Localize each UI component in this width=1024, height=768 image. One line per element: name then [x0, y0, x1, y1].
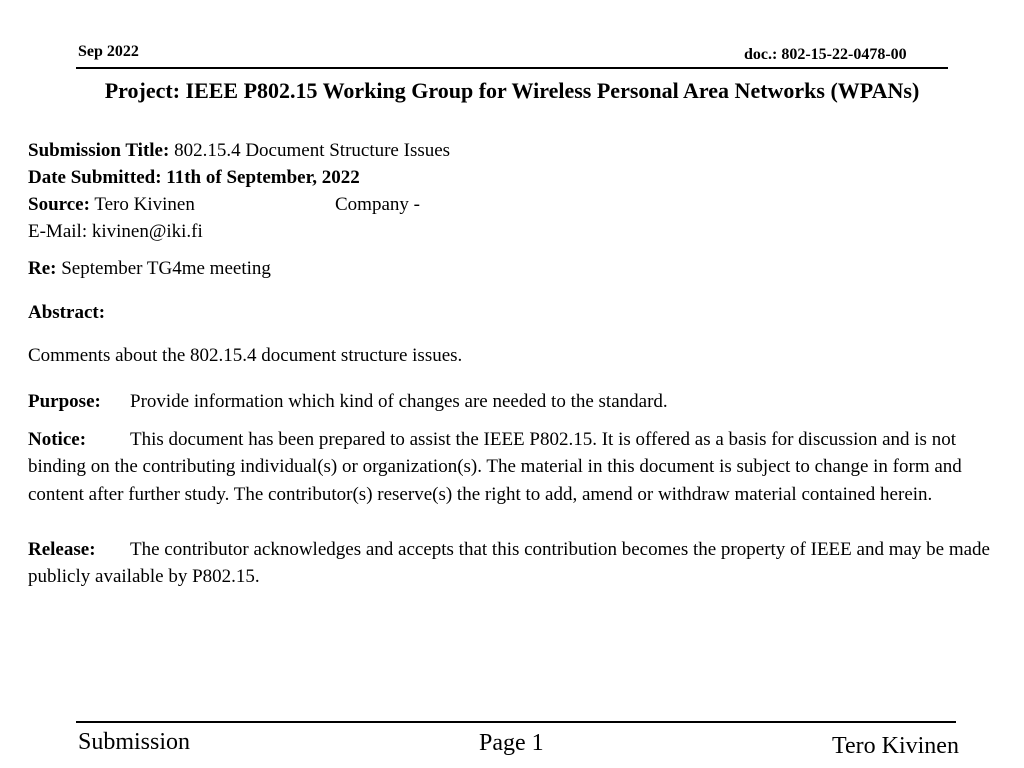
notice-label: Notice: [28, 429, 87, 450]
submission-title-label: Submission Title: [28, 140, 170, 161]
header-doc-id: doc.: 802-15-22-0478-00 [744, 46, 907, 63]
submission-title-value: 802.15.4 Document Structure Issues [174, 140, 451, 161]
project-title: Project: IEEE P802.15 Working Group for Wireless Personal Area Networks (WPANs) [104, 78, 920, 103]
source-value: Tero Kivinen [94, 194, 195, 215]
purpose-text: Provide information which kind of changes are needed to the standard. [130, 391, 668, 412]
re-value: September TG4me meeting [61, 258, 271, 279]
source-label: Source: [28, 194, 90, 215]
purpose-label: Purpose: [28, 391, 101, 412]
release-paragraph [28, 536, 1018, 591]
re-line [28, 258, 271, 280]
footer-page-number: Page 1 [479, 730, 544, 756]
date-submitted: Date Submitted: 11th of September, 2022 [28, 167, 360, 188]
header-rule [76, 67, 948, 69]
header-date: Sep 2022 [78, 43, 139, 60]
abstract-text: Comments about the 802.15.4 document structure issues. [28, 345, 463, 366]
notice-text: This document has been prepared to assist the IEEE P802.15. It is offered as a basis for discussion and is not binding on the contributing individual(s) or organization(s). The material in this document is subject to change in form and content after further study. The contributor(s) reserve(s) the right to add, amend or withdraw material contained herein. [28, 429, 962, 505]
re-label: Re: [28, 258, 57, 279]
abstract-label: Abstract: [28, 302, 106, 323]
release-text: The contributor acknowledges and accepts that this contribution becomes the property of IEEE and may be made publicly available by P802.15. [28, 539, 990, 588]
company-field: Company - [335, 194, 420, 215]
email-line: E-Mail: kivinen@iki.fi [28, 221, 203, 242]
footer-rule [76, 721, 956, 723]
release-label: Release: [28, 539, 96, 560]
notice-paragraph [28, 426, 1018, 508]
source-line [28, 194, 195, 216]
footer-author: Tero Kivinen [832, 733, 959, 759]
footer-submission: Submission [78, 729, 191, 755]
submission-title-line [28, 140, 450, 162]
